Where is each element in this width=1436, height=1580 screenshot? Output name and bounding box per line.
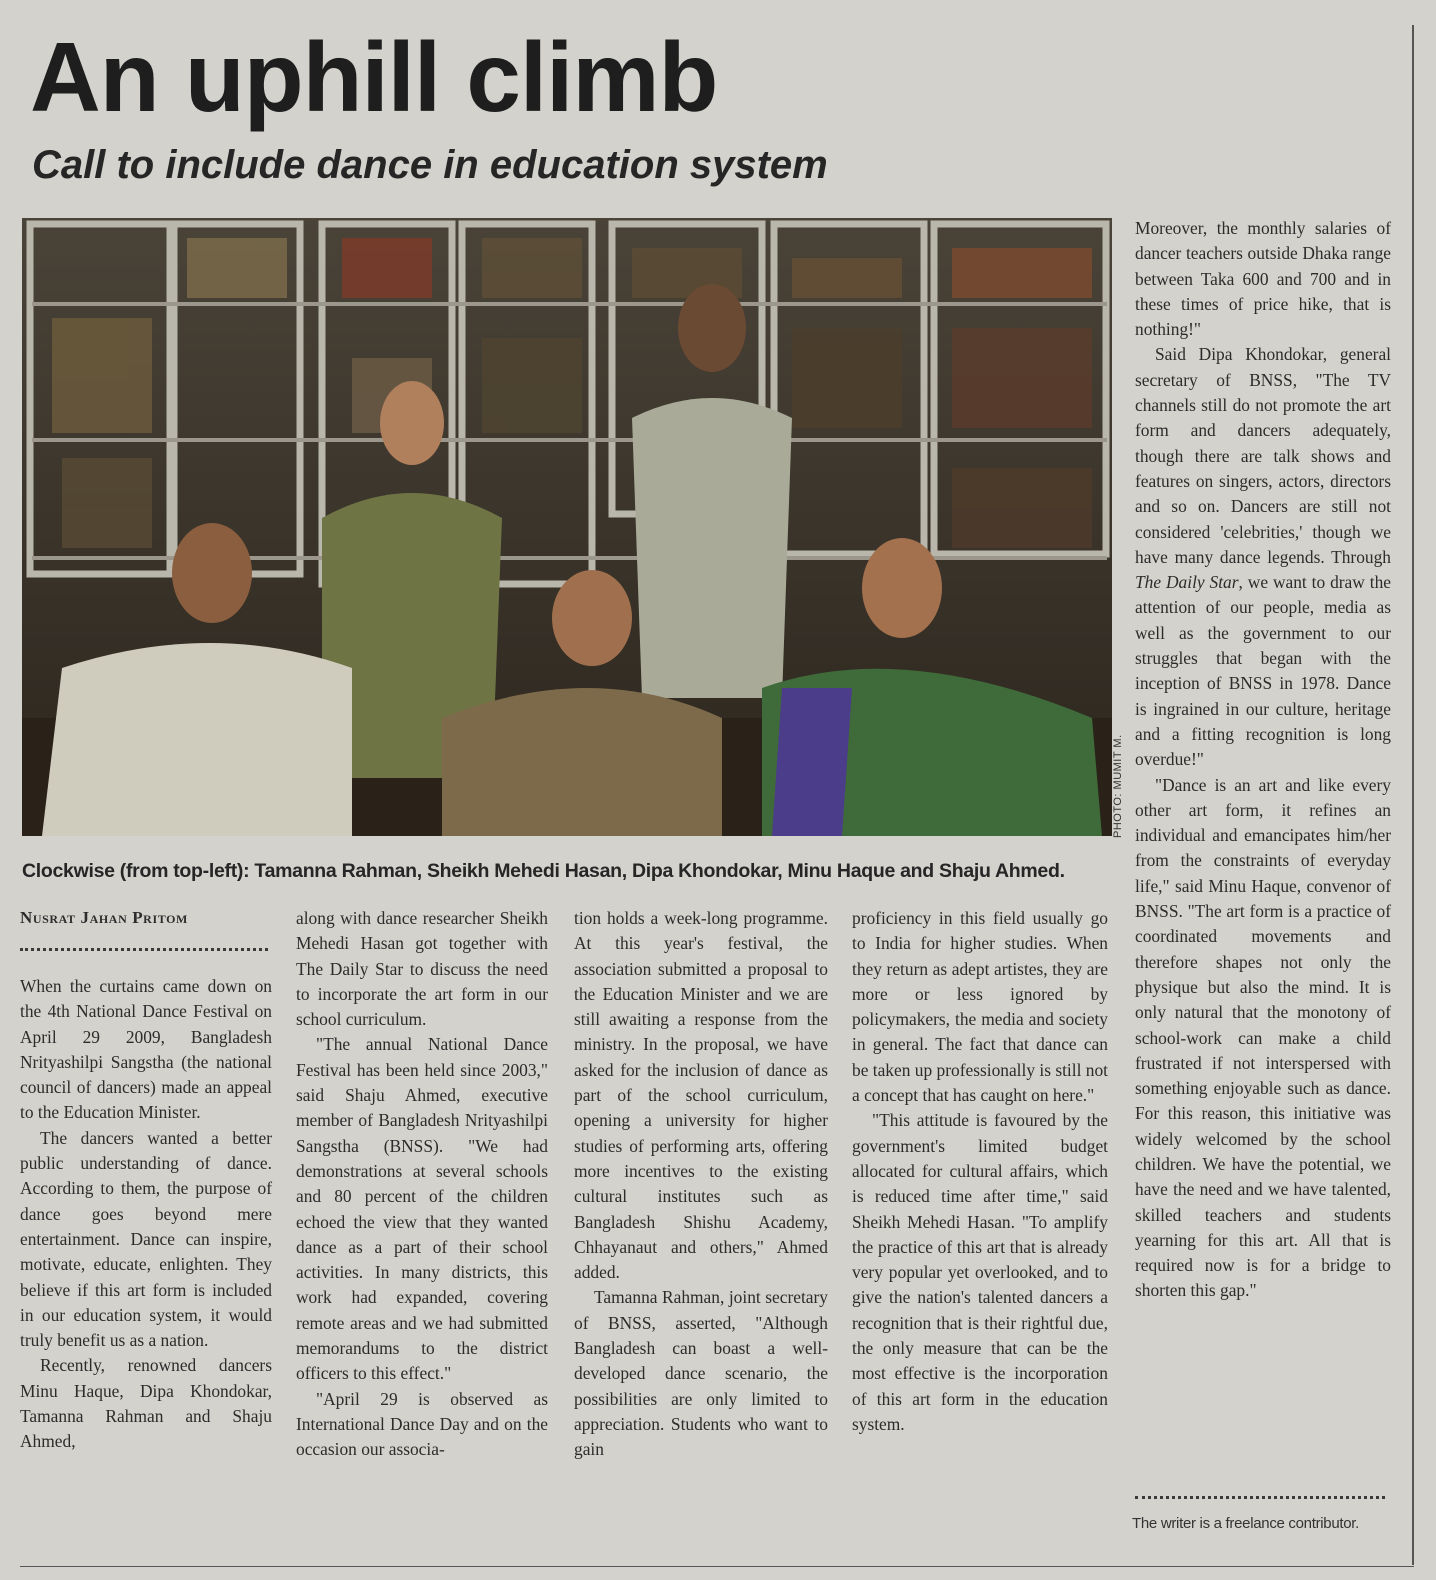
- article-column-3: [574, 906, 828, 1463]
- paragraph: [1135, 342, 1391, 772]
- article-column-2: [296, 906, 548, 1463]
- footer-divider: [1135, 1496, 1385, 1499]
- quote-text: Said Dipa Khondokar, general secretary of BNSS, "The TV channels still do not promote the art form and dancers adequately, though there are talk shows and features on singers, actors, directors and so on. Dancers are still not considered 'celebrities,' though we have many dance legends. Through: [1135, 344, 1391, 567]
- article-column-1: [20, 974, 272, 1455]
- bottom-rule: [20, 1566, 1414, 1567]
- paragraph: When the curtains came down on the 4th National Dance Festival on April 29 2009, Bangladesh Nrityashilpi Sangstha (the national council of dancers) made an appeal to the Education Minister.: [20, 976, 272, 1123]
- column-rule: [1412, 25, 1414, 1565]
- headline: An uphill climb: [30, 22, 718, 132]
- subheadline: Call to include dance in education system: [32, 143, 828, 187]
- paragraph: "Dance is an art and like every other art form, it refines an individual and emancipates him/her from the constraints of everyday life," said Minu Haque, convenor of BNSS. "The art form is a practice of coordinated movements and therefore shapes not only the physique but also the mind. It is only natural that the monotony of school-work can make a child frustrated if not interspersed with something enjoyable such as dance. For this reason, this initiative was widely welcomed by the school children. We have the potential, we have the need and we have talented, skilled teachers and students yearning for this art. All that is required now is for a bridge to shorten this gap.": [1135, 774, 1391, 1301]
- photo-credit: PHOTO: MUMIT M.: [1112, 734, 1124, 838]
- quote-text: , we want to draw the attention of our people, media as well as the government to our struggles that began with the inception of BNSS in 1978. Dance is ingrained in our culture, heritage and a fitting recognition is long overdue!": [1135, 572, 1391, 770]
- paragraph: "This attitude is favoured by the government's limited budget allocated for cultural affairs, which is reduced time after time," said Sheikh Mehedi Hasan. "To amplify the practice of this art that is already very popular yet overlooked, and to give the nation's talented dancers a recognition that is their rightful due, the only measure that can be the most effective is the incorporation of this art form in the education system.: [852, 1110, 1108, 1434]
- paragraph: "The annual National Dance Festival has been held since 2003," said Shaju Ahmed, executive member of Bangladesh Nrityashilpi Sangstha (BNSS). "We had demonstrations at several schools and 80 percent of the children echoed the view that they wanted dance as a part of their school activities. In many districts, this work had expanded, covering remote areas and we had submitted memorandums to the district officers to this effect.": [296, 1034, 548, 1384]
- paragraph: proficiency in this field usually go to India for higher studies. When they return as adept artistes, they are more or less ignored by policymakers, the media and society in general. The fact that dance can be taken up professionally is still not a concept that has caught on here.": [852, 908, 1108, 1106]
- article-column-5: [1135, 216, 1391, 1304]
- paragraph: tion holds a week-long programme. At this year's festival, the association submitted a proposal to the Education Minister and we are still awaiting a response from the ministry. In the proposal, we have asked for the inclusion of dance as part of the school curriculum, opening a university for higher studies of performing arts, offering more incentives to the existing cultural institutes such as Bangladesh Shishu Academy, Chhayanaut and others," Ahmed added.: [574, 908, 828, 1283]
- paragraph: Moreover, the monthly salaries of dancer teachers outside Dhaka range between Taka 600 and 700 and in these times of price hike, that is nothing!": [1135, 218, 1391, 340]
- article-column-4: [852, 906, 1108, 1437]
- writer-note: The writer is a freelance contributor.: [1132, 1515, 1360, 1532]
- paragraph: The dancers wanted a better public understanding of dance. According to them, the purpose of dance goes beyond mere entertainment. Dance can inspire, motivate, educate, enlighten. They believe if this art form is included in our education system, it would truly benefit us as a nation.: [20, 1127, 272, 1351]
- newspaper-name: The Daily Star: [1135, 572, 1239, 593]
- byline: Nusrat Jahan Pritom: [20, 908, 188, 927]
- paragraph: Recently, renowned dancers Minu Haque, Dipa Khondokar, Tamanna Rahman and Shaju Ahmed,: [20, 1355, 272, 1452]
- group-photo: [22, 218, 1112, 836]
- photo-illustration: [22, 218, 1112, 836]
- paragraph: along with dance researcher Sheikh Mehedi Hasan got together with The Daily Star to discuss the need to incorporate the art form in our school curriculum.: [296, 908, 548, 1030]
- photo-caption: Clockwise (from top-left): Tamanna Rahman, Sheikh Mehedi Hasan, Dipa Khondokar, Minu Haque and Shaju Ahmed.: [22, 860, 1065, 882]
- byline-divider: [20, 948, 268, 951]
- paragraph: "April 29 is observed as International Dance Day and on the occasion our associa-: [296, 1388, 548, 1460]
- paragraph: Tamanna Rahman, joint secretary of BNSS, asserted, "Although Bangladesh can boast a well-developed dance scenario, the possibilities are only limited to appreciation. Students who want to gain: [574, 1287, 828, 1460]
